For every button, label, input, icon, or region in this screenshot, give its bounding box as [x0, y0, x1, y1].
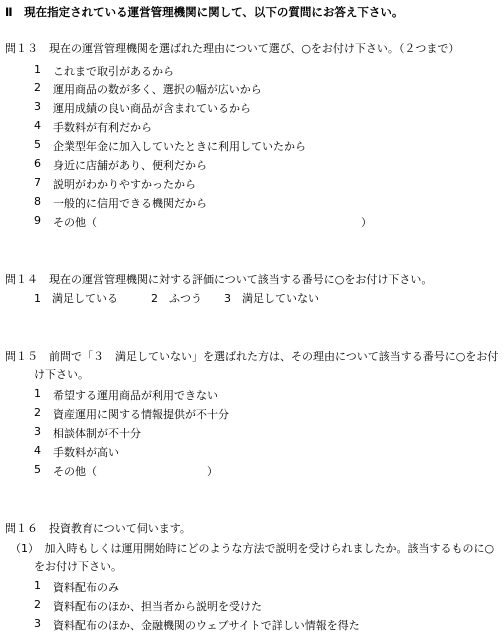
section-title: Ⅱ 現在指定されている運営管理機関に関して、以下の質問にお答え下さい。 [5, 5, 404, 19]
option-number: 6 [34, 157, 41, 170]
option-text: 説明がわかりやすかったから [53, 178, 196, 191]
q14-choices: 1 満足している 2 ふつう 3 満足していない [34, 292, 319, 305]
option-number: 1 [34, 63, 41, 76]
option-text: 運用成績の良い商品が含まれているから [53, 102, 251, 115]
option-number: 3 [34, 425, 41, 438]
option-text: 資料配布のほか、金融機関のウェブサイトで詳しい情報を得た [53, 619, 360, 632]
q16-prompt: 問１６ 投資教育について伺います。 [5, 522, 191, 535]
option-number: 3 [34, 617, 41, 630]
q13-option [0, 119, 504, 133]
q15-option [0, 444, 504, 458]
option-text: 一般的に信用できる機関だから [53, 197, 207, 210]
option-number: 5 [34, 138, 41, 151]
q13-option [0, 63, 504, 77]
q13-option [0, 81, 504, 95]
q13-option [0, 157, 504, 171]
q16-option [0, 598, 504, 612]
q15-option [0, 463, 504, 477]
option-number: 2 [34, 406, 41, 419]
option-text: 資料配布のみ [53, 581, 119, 594]
q13-prompt: 問１３ 現在の運営管理機関を選ばれた理由について選び、○をお付け下さい。（２つまで） [5, 42, 460, 55]
option-number: 3 [34, 100, 41, 113]
option-text: 手数料が有利だから [53, 121, 152, 134]
q16-subquestion-1-continued: をお付け下さい。 [34, 560, 122, 573]
q16-option [0, 579, 504, 593]
q16-subquestion-1: （1） 加入時もしくは運用開始時にどのような方法で説明を受けられましたか。該当するものに○ [10, 542, 495, 555]
q13-option [0, 176, 504, 190]
q14-prompt: 問１４ 現在の運営管理機関に対する評価について該当する番号に○をお付け下さい。 [5, 273, 433, 286]
option-text: その他（ ） [53, 465, 218, 478]
option-number: 1 [34, 387, 41, 400]
q15-prompt: 問１５ 前問で「３ 満足していない」を選ばれた方は、その理由について該当する番号に○をお付 [5, 350, 499, 363]
option-text: その他（ ） [53, 216, 372, 229]
option-text: 資産運用に関する情報提供が不十分 [53, 408, 229, 421]
option-text: 相談体制が不十分 [53, 427, 141, 440]
option-number: 2 [34, 81, 41, 94]
option-text: 希望する運用商品が利用できない [53, 389, 218, 402]
option-text: 運用商品の数が多く、選択の幅が広いから [53, 83, 262, 96]
q16-option [0, 617, 504, 631]
option-text: これまで取引があるから [53, 65, 174, 78]
option-text: 手数料が高い [53, 446, 119, 459]
q15-option [0, 387, 504, 401]
q15-prompt-continued: け下さい。 [34, 368, 89, 381]
q13-option [0, 138, 504, 152]
option-number: 4 [34, 119, 41, 132]
option-number: 5 [34, 463, 41, 476]
q15-option [0, 406, 504, 420]
option-number: 2 [34, 598, 41, 611]
option-number: 9 [34, 214, 41, 227]
option-number: 4 [34, 444, 41, 457]
q15-option [0, 425, 504, 439]
option-text: 身近に店舗があり、便利だから [53, 159, 207, 172]
option-text: 企業型年金に加入していたときに利用していたから [53, 140, 306, 153]
q13-option [0, 195, 504, 209]
q13-option [0, 214, 504, 228]
option-text: 資料配布のほか、担当者から説明を受けた [53, 600, 262, 613]
option-number: 7 [34, 176, 41, 189]
option-number: 1 [34, 579, 41, 592]
option-number: 8 [34, 195, 41, 208]
q13-option [0, 100, 504, 114]
